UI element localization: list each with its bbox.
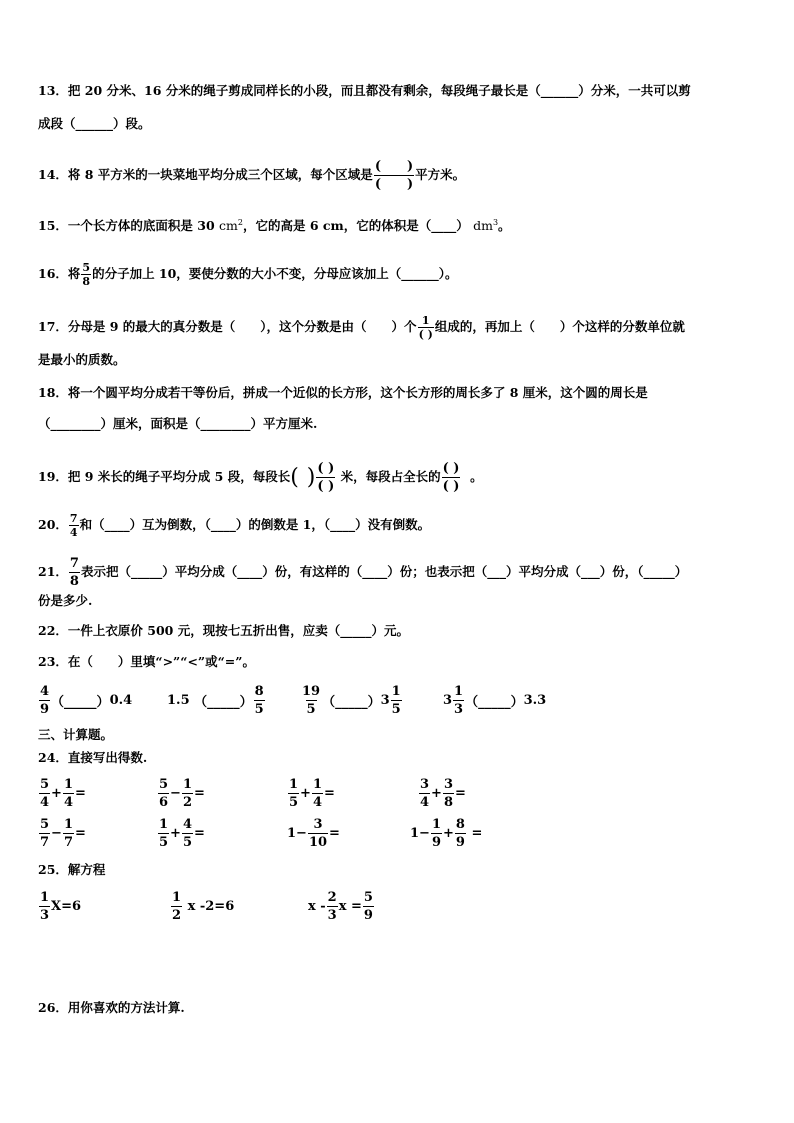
q24-i2-fraction1-den: 6 — [159, 795, 169, 810]
question-24-title: 24．直接写出得数. — [38, 750, 148, 765]
q24-i6-fraction2-num: 4 — [182, 817, 192, 832]
q15-unit-dm — [473, 218, 498, 233]
q25-equation-3 — [308, 889, 375, 924]
q21-num: 7 — [69, 556, 79, 571]
q25-e2-den: 2 — [172, 908, 182, 923]
q23-i4-whole: 3 — [443, 693, 453, 708]
q24-i7-fraction — [308, 816, 328, 851]
q23-i4-fraction — [453, 683, 464, 718]
question-20 — [38, 512, 430, 539]
q24-i1-fraction2-num: 1 — [63, 777, 73, 792]
q23-i2-den: 5 — [254, 702, 264, 717]
q24-i5-eq: = — [75, 826, 86, 841]
q24-i1-eq: = — [75, 786, 86, 801]
q24-i3-fraction1-den: 5 — [289, 795, 299, 810]
q24-i1-op: + — [51, 786, 62, 801]
q24-i5-fraction1-num: 5 — [40, 817, 50, 832]
q24-i5-fraction2 — [63, 816, 74, 851]
question-13-line2: 成段（______）段。 — [38, 116, 151, 131]
question-15 — [38, 213, 511, 236]
q14-text-b: 平方米。 — [415, 167, 466, 182]
question-13-line1: 13．把 20 分米、16 分米的绳子剪成同样长的小段，而且都没有剩余，每段绳子最长是（______）分米，一共可以剪 — [38, 83, 691, 98]
q25-e3-mid: x = — [338, 899, 362, 914]
q24-i1-fraction1-den: 4 — [40, 795, 50, 810]
q19-right-paren: ) — [306, 464, 316, 490]
q17-text-b: 组成的，再加上（ ）个这样的分数单位就 — [434, 319, 685, 334]
q24-i3-fraction2-num: 1 — [312, 777, 322, 792]
q25-e3-num2: 5 — [363, 890, 373, 905]
q21-number: 21． — [38, 564, 68, 579]
q25-equation-1 — [38, 889, 81, 924]
q21-text-a: 表示把（_____）平均分成（____）份，有这样的（____）份；也表示把（___）平均分成（___）份，（_____） — [80, 564, 688, 579]
q23-i3-den2: 5 — [391, 702, 401, 717]
q21-den: 8 — [69, 574, 79, 589]
q17-fraction — [418, 314, 434, 341]
question-21-line1 — [38, 555, 687, 590]
q19-num2: ( ) — [442, 461, 460, 476]
q23-item-4 — [443, 683, 546, 718]
q23-i4-mixed — [443, 683, 465, 718]
question-25-title: 25．解方程 — [38, 862, 106, 877]
q24-i8-num1: 1 — [431, 817, 441, 832]
q24-i2-fraction2-num: 1 — [182, 777, 192, 792]
q23-i1-fraction — [39, 683, 50, 718]
question-17-line2: 是最小的质数。 — [38, 352, 126, 367]
q19-left-paren: ( — [290, 464, 299, 490]
question-18-line1: 18．将一个圆平均分成若干等份后，拼成一个近似的长方形，这个长方形的周长多了 8 厘米，这个圆的周长是 — [38, 385, 648, 400]
q25-e1-fraction — [39, 889, 50, 924]
question-16 — [38, 261, 458, 288]
question-14 — [38, 158, 465, 193]
q23-i2-num: 8 — [254, 684, 264, 699]
q24-i8-den1: 9 — [431, 835, 441, 850]
q23-i3-mixed — [381, 683, 403, 718]
q24-i3-fraction1-num: 1 — [289, 777, 299, 792]
q23-i3-fraction — [301, 683, 321, 718]
q25-equation-2 — [170, 889, 234, 924]
q23-i3-whole: 3 — [380, 693, 390, 708]
q24-i3-op: + — [300, 786, 311, 801]
q20-number: 20． — [38, 517, 68, 532]
q24-i7-den: 10 — [308, 835, 328, 850]
q23-i3-mixed-fraction — [391, 683, 402, 718]
q15-text-b: ，它的高是 6 cm，它的体积是（____） — [242, 218, 469, 234]
q24-i3-eq: = — [324, 786, 335, 801]
q19-text-a: 19．把 9 米长的绳子平均分成 5 段，每段长 — [38, 469, 291, 484]
q15-unit-cm — [219, 218, 243, 233]
q15-text-c: 。 — [498, 218, 511, 234]
q23-i3-num: 19 — [302, 684, 321, 699]
q25-e1-den: 3 — [40, 908, 50, 923]
q24-i5-fraction1 — [39, 816, 50, 851]
q23-i4-right: 3.3 — [523, 693, 547, 708]
q19-text-c: 。 — [470, 469, 483, 484]
q24-i2-fraction2 — [182, 776, 193, 811]
question-17-line1 — [38, 314, 685, 341]
q24-i8-eq: = — [471, 826, 483, 841]
q24-i6-fraction2-den: 5 — [182, 835, 192, 850]
q16-fraction — [81, 261, 91, 288]
q24-i4-fraction1-num: 3 — [420, 777, 430, 792]
q25-e3-fraction2 — [363, 889, 374, 924]
q24-i7-num: 3 — [313, 817, 323, 832]
question-26: 26．用你喜欢的方法计算. — [38, 1000, 185, 1015]
q24-i6-fraction1 — [158, 816, 169, 851]
q24-i6-fraction1-num: 1 — [159, 817, 169, 832]
q24-item-5 — [38, 816, 86, 851]
q24-i2-op: − — [170, 786, 181, 801]
q24-i1-fraction1 — [39, 776, 50, 811]
q23-i1-den: 9 — [40, 702, 50, 717]
q17-num: 1 — [421, 314, 430, 327]
q24-i7-lead: 1− — [287, 826, 307, 841]
q24-i4-fraction2-num: 3 — [443, 777, 453, 792]
q24-i4-fraction2-den: 8 — [443, 795, 453, 810]
q15-unit1: cm — [219, 218, 238, 234]
q24-i4-op: + — [431, 786, 442, 801]
q19-fraction1 — [316, 460, 335, 495]
q24-item-6 — [157, 816, 205, 851]
q16-num: 5 — [82, 261, 91, 274]
q25-e1-num: 1 — [40, 890, 50, 905]
q24-i6-fraction1-den: 5 — [159, 835, 169, 850]
q23-i4-num: 1 — [454, 684, 464, 699]
question-23: 23．在（ ）里填“>”“<”或“=”。 — [38, 654, 255, 669]
question-19 — [38, 460, 483, 495]
q24-i5-op: − — [51, 826, 62, 841]
q24-i6-eq: = — [194, 826, 205, 841]
q24-i3-fraction2 — [312, 776, 323, 811]
q25-e3-num: 2 — [327, 890, 337, 905]
q24-i6-fraction2 — [182, 816, 193, 851]
q24-i4-fraction1-den: 4 — [420, 795, 430, 810]
q16-text-b: 的分子加上 10，要使分数的大小不变，分母应该加上（______）。 — [92, 266, 458, 281]
q24-i8-fraction2 — [455, 816, 466, 851]
q23-i1-blank: （_____） — [51, 695, 110, 710]
q20-fraction — [69, 512, 79, 539]
q23-i4-blank: （_____） — [465, 695, 524, 710]
q24-i4-fraction2 — [443, 776, 454, 811]
q24-item-1 — [38, 776, 86, 811]
q24-i1-fraction2-den: 4 — [63, 795, 73, 810]
section-3-title: 三、计算题。 — [38, 727, 114, 742]
q24-i2-fraction1 — [158, 776, 169, 811]
q20-text: 和（____）互为倒数，（____）的倒数是 1，（____）没有倒数。 — [79, 517, 431, 532]
q20-num: 7 — [69, 512, 78, 525]
q24-item-3 — [287, 776, 335, 811]
q24-i3-fraction2-den: 4 — [312, 795, 322, 810]
q16-text-a: 16．将 — [38, 266, 81, 281]
q23-i2-blank: （_____） — [194, 695, 253, 710]
q19-text-b: 米，每段占全长的 — [340, 469, 441, 484]
q17-den: ( ) — [418, 328, 433, 341]
q23-i2-fraction — [254, 683, 265, 718]
q15-text-a: 15．一个长方体的底面积是 30 — [38, 218, 215, 234]
q24-item-4 — [418, 776, 466, 811]
q23-i2-left: 1.5 — [167, 693, 190, 708]
q24-i8-lead: 1− — [410, 826, 430, 841]
q14-fraction-blank — [374, 158, 414, 193]
q24-i2-fraction2-den: 2 — [182, 795, 192, 810]
q23-item-1 — [38, 683, 132, 718]
q23-item-3 — [300, 683, 403, 718]
q23-i3-den: 5 — [306, 702, 316, 717]
q25-e3-den: 3 — [327, 908, 337, 923]
question-18-line2: （________）厘米，面积是（________）平方厘米. — [38, 416, 318, 431]
q25-e3-lead: x - — [308, 899, 326, 914]
q24-item-7 — [287, 816, 340, 851]
q15-unit2: dm — [473, 218, 493, 234]
q17-text-a: 17．分母是 9 的最大的真分数是（ ），这个分数是由（ ）个 — [38, 319, 417, 334]
q24-i2-fraction1-num: 5 — [159, 777, 169, 792]
q25-e3-den2: 9 — [363, 908, 373, 923]
q24-i8-op: + — [443, 826, 454, 841]
q25-e1-rest: X=6 — [51, 899, 82, 914]
q14-den: ( ) — [374, 177, 414, 192]
q19-den: ( ) — [317, 479, 335, 494]
q23-i1-right: 0.4 — [109, 693, 133, 708]
question-22: 22．一件上衣原价 500 元，现按七五折出售，应卖（_____）元。 — [38, 623, 409, 638]
q23-i4-den: 3 — [454, 702, 464, 717]
q14-text-a: 14．将 8 平方米的一块菜地平均分成三个区域，每个区域是 — [38, 167, 373, 182]
q24-item-8 — [410, 816, 482, 851]
q21-fraction — [69, 555, 80, 590]
q19-num: ( ) — [317, 461, 335, 476]
q16-den: 8 — [82, 275, 91, 288]
q14-num: ( ) — [374, 159, 414, 174]
q25-e2-fraction — [171, 889, 182, 924]
q24-i3-fraction1 — [288, 776, 299, 811]
q24-item-2 — [157, 776, 205, 811]
q24-i7-eq: = — [329, 826, 340, 841]
q24-i8-fraction1 — [431, 816, 442, 851]
q19-fraction2 — [442, 460, 461, 495]
q24-i6-op: + — [170, 826, 181, 841]
q15-power1: 2 — [237, 218, 243, 227]
q19-den2: ( ) — [442, 479, 460, 494]
q24-i8-den2: 9 — [455, 835, 465, 850]
q23-i1-num: 4 — [40, 684, 50, 699]
q15-power2: 3 — [492, 218, 499, 227]
q24-i1-fraction1-num: 5 — [40, 777, 50, 792]
q24-i5-fraction2-den: 7 — [63, 835, 73, 850]
q23-item-2 — [167, 683, 266, 718]
q25-e2-num: 1 — [172, 890, 182, 905]
q20-den: 4 — [69, 526, 78, 539]
q24-i5-fraction2-num: 1 — [63, 817, 73, 832]
q24-i4-eq: = — [455, 786, 466, 801]
q23-i3-blank: （_____） — [322, 695, 381, 710]
q23-i3-num2: 1 — [391, 684, 401, 699]
q24-i5-fraction1-den: 7 — [40, 835, 50, 850]
q24-i2-eq: = — [194, 786, 205, 801]
q25-e3-fraction1 — [327, 889, 338, 924]
question-21-line2: 份是多少. — [38, 593, 93, 608]
q25-e2-rest: x -2=6 — [187, 899, 235, 914]
q24-i8-num2: 8 — [455, 817, 465, 832]
q24-i4-fraction1 — [419, 776, 430, 811]
q24-i1-fraction2 — [63, 776, 74, 811]
